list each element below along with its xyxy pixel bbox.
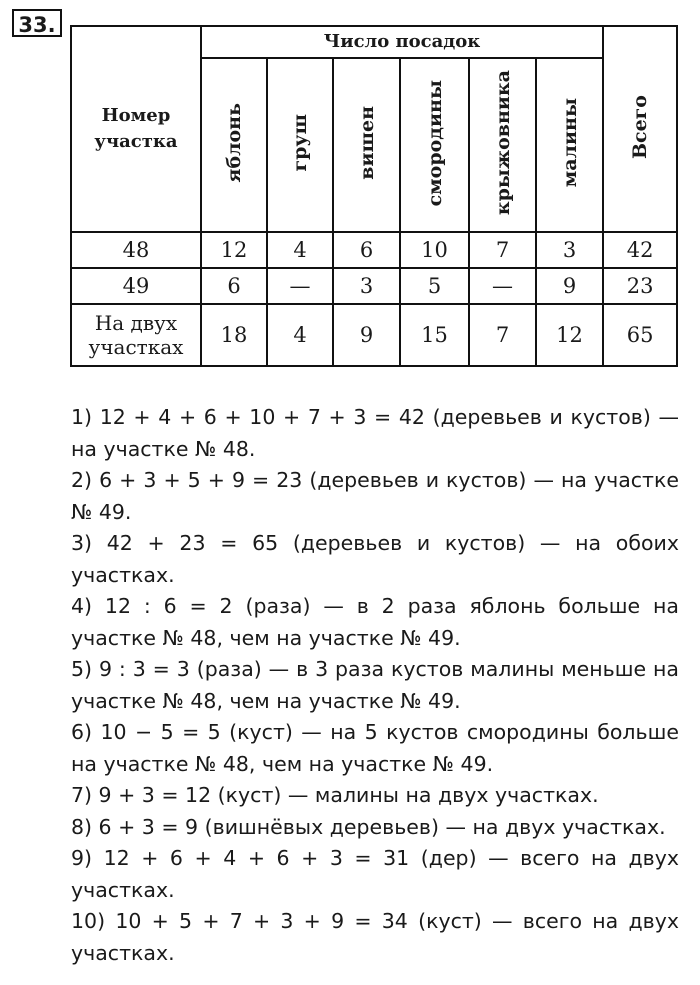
table-cell: 4 [267,232,333,268]
table-cell: 10 [400,232,469,268]
solution-step: 4) 12 : 6 = 2 (раза) — в 2 раза яблонь больше на участке № 48, чем на участке № 49. [71,594,679,650]
table-cell: — [469,268,536,304]
table-cell: 9 [536,268,603,304]
solution-step: 7) 9 + 3 = 12 (куст) — малины на двух участках. [71,783,599,807]
table-cell: 3 [536,232,603,268]
table-cell: 15 [400,304,469,366]
table-header-row [71,26,677,58]
table-row [71,304,677,366]
total-cell: 42 [603,232,677,268]
row-label-cell: 49 [71,268,201,304]
table-cell: 12 [201,232,267,268]
solution-step: 3) 42 + 23 = 65 (деревьев и кустов) — на обоих участках. [71,531,679,587]
plantings-table [70,25,678,367]
table-cell: 4 [267,304,333,366]
column-header-label: груш [289,114,311,172]
solution-step: 6) 10 − 5 = 5 (куст) — на 5 кустов смородины больше на участке № 48, чем на участке № 49. [71,720,679,776]
solution-step: 8) 6 + 3 = 9 (вишнёвых деревьев) — на двух участках. [71,814,666,839]
column-header-label: крыжовника [491,70,514,216]
solution-step: 2) 6 + 3 + 5 + 9 = 23 (деревьев и кустов) — на участке № 49. [71,468,679,524]
column-header [201,58,267,232]
table-cell: 5 [400,268,469,304]
column-header [267,58,333,232]
column-header-label: яблонь [223,103,245,183]
solution-steps [71,402,679,969]
column-header [469,58,536,232]
solution-step: 10) 10 + 5 + 7 + 3 + 9 = 34 (куст) — всего на двух участках. [71,909,679,965]
total-cell: 65 [603,304,677,366]
group-header-cell: Число посадок [201,26,603,58]
table-cell: 3 [333,268,400,304]
table-cell: 7 [469,232,536,268]
total-cell: 23 [603,268,677,304]
table-cell: 12 [536,304,603,366]
solution-step: 5) 9 : 3 = 3 (раза) — в 3 раза кустов малины меньше на участке № 48, чем на участке № 49. [71,657,679,713]
table-cell: 6 [333,232,400,268]
row-label-cell: На двух участках [71,304,201,366]
table-row [71,268,677,304]
row-label-cell: 48 [71,232,201,268]
solution-step: 1) 12 + 4 + 6 + 10 + 7 + 3 = 42 (деревьев и кустов) — на участке № 48. [71,405,679,461]
problem-number: 33. [12,9,62,37]
column-header [333,58,400,232]
solution-step: 9) 12 + 6 + 4 + 6 + 3 = 31 (дер) — всего на двух участках. [71,846,679,902]
table-cell: — [267,268,333,304]
table-cell: 9 [333,304,400,366]
column-header-label: смородины [423,79,446,207]
column-header-label: вишен [355,106,378,180]
row-header-cell: Номер участка [71,26,201,232]
column-header [400,58,469,232]
table-cell: 6 [201,268,267,304]
column-header [536,58,603,232]
total-header-cell [603,26,677,232]
table-row [71,232,677,268]
table-cell: 7 [469,304,536,366]
column-header-label: малины [558,98,581,188]
table-cell: 18 [201,304,267,366]
total-header-label: Всего [629,94,652,160]
